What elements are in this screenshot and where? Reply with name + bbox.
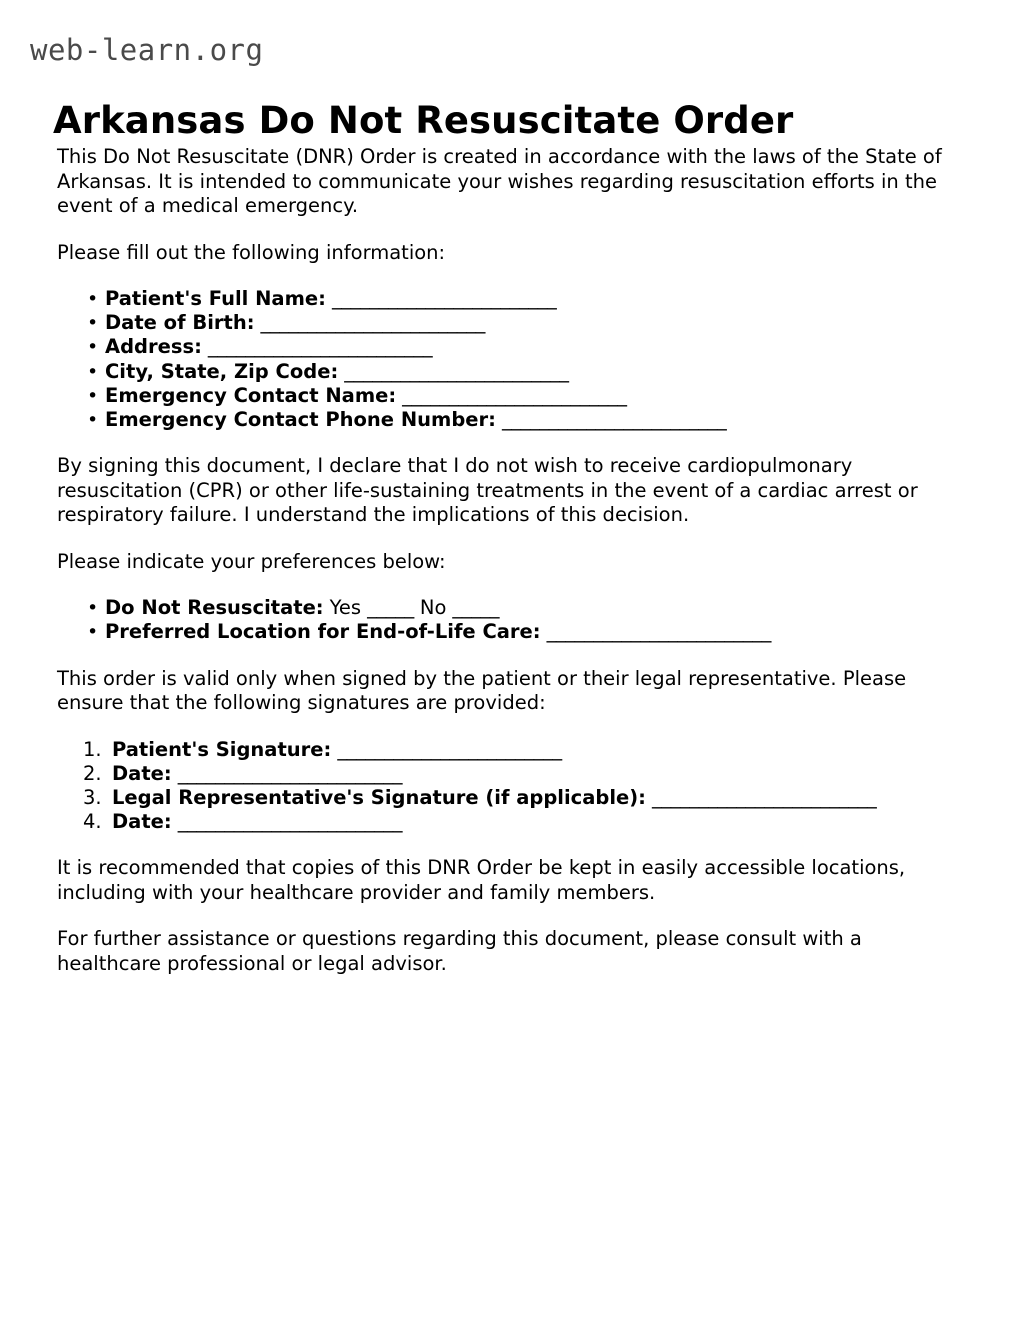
- list-item: [105, 384, 969, 408]
- signature-blank[interactable]: ________________________: [651, 786, 877, 810]
- field-blank[interactable]: ________________________: [331, 287, 557, 310]
- signature-blank[interactable]: ________________________: [177, 761, 403, 785]
- storage-recommendation-paragraph: It is recommended that copies of this DNR Order be kept in easily accessible locations, including with your healthcare provider and family members.: [57, 856, 906, 904]
- list-item: [112, 810, 969, 834]
- assistance-paragraph: For further assistance or questions regarding this document, please consult with a healthcare professional or legal advisor.: [57, 927, 862, 975]
- field-label: City, State, Zip Code:: [105, 359, 339, 383]
- field-label: Emergency Contact Phone Number:: [105, 408, 496, 432]
- dnr-yes-label: Yes: [329, 596, 362, 620]
- list-item: [105, 287, 969, 311]
- field-label: Emergency Contact Name:: [105, 383, 397, 407]
- declaration-paragraph: By signing this document, I declare that I do not wish to receive cardiopulmonary resuscitation (CPR) or other life-sustaining treatments in the event of a cardiac arrest or respiratory failure. I understand the implications of this decision.: [57, 454, 918, 527]
- document-body: [57, 145, 969, 998]
- field-label: Address:: [105, 335, 202, 359]
- field-blank[interactable]: ________________________: [402, 383, 627, 407]
- signature-label: Legal Representative's Signature (if applicable):: [112, 786, 646, 810]
- list-item: [105, 311, 969, 335]
- list-item: [112, 786, 969, 810]
- signature-label: Patient's Signature:: [112, 737, 332, 761]
- field-blank[interactable]: ________________________: [344, 359, 569, 383]
- list-item: [112, 738, 969, 762]
- preferences-instruction: Please indicate your preferences below:: [57, 549, 446, 573]
- signature-label: Date:: [112, 810, 172, 834]
- site-logo: web-learn.org: [30, 33, 264, 67]
- signature-blank[interactable]: ________________________: [177, 810, 403, 834]
- dnr-yes-blank[interactable]: _____: [367, 596, 414, 620]
- preferences-list: [57, 596, 969, 644]
- page-title: Arkansas Do Not Resuscitate Order: [53, 98, 794, 142]
- intro-paragraph: This Do Not Resuscitate (DNR) Order is created in accordance with the laws of the State of Arkansas. It is intended to communicate your wishes regarding resuscitation efforts in the event of a medical emergency.: [57, 145, 942, 217]
- dnr-no-blank[interactable]: _____: [452, 596, 500, 620]
- field-label: Patient's Full Name:: [105, 287, 326, 310]
- fill-instruction: Please fill out the following information:: [57, 240, 446, 264]
- field-blank[interactable]: ________________________: [501, 408, 727, 432]
- field-blank[interactable]: ________________________: [207, 335, 433, 359]
- dnr-label: Do Not Resuscitate:: [105, 596, 324, 620]
- dnr-no-label: No: [419, 596, 447, 620]
- signature-label: Date:: [112, 761, 172, 785]
- field-blank[interactable]: ________________________: [260, 311, 485, 335]
- location-label: Preferred Location for End-of-Life Care:: [105, 620, 541, 644]
- list-item-do-not-resuscitate: [105, 596, 969, 620]
- patient-information-list: [57, 287, 969, 432]
- signature-list: [57, 738, 969, 835]
- list-item: [105, 360, 969, 384]
- list-item: [112, 762, 969, 786]
- list-item: [105, 335, 969, 359]
- location-blank[interactable]: ________________________: [546, 620, 771, 644]
- list-item: [105, 408, 969, 432]
- signature-validity-paragraph: This order is valid only when signed by the patient or their legal representative. Please ensure that the following signatures are provided:: [57, 666, 907, 715]
- signature-blank[interactable]: ________________________: [337, 737, 562, 761]
- field-label: Date of Birth:: [105, 311, 255, 335]
- list-item-preferred-location: [105, 620, 969, 644]
